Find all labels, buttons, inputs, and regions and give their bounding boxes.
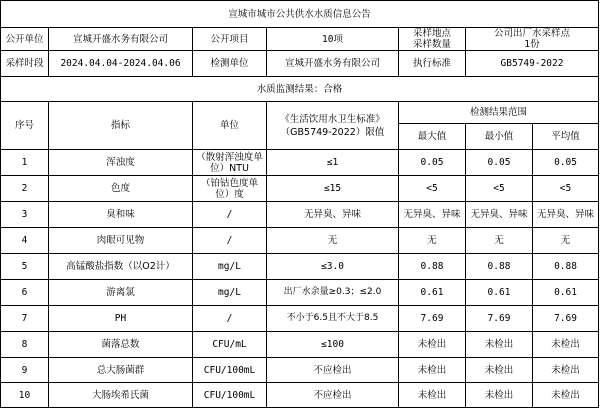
row-max: 0.61: [399, 280, 466, 306]
row-avg: 未检出: [533, 383, 599, 408]
row-limit: 无异臭、异味: [267, 202, 399, 228]
table-row: [1, 306, 599, 332]
sample-site-label: 采样地点 采样数量: [399, 28, 466, 51]
standard-value: GB5749-2022: [466, 51, 599, 77]
announce-unit-label: 公开单位: [1, 28, 49, 51]
standard-label: 执行标准: [399, 51, 466, 77]
table-row: [1, 202, 599, 228]
table-row: [1, 254, 599, 280]
row-no: 4: [1, 228, 49, 254]
row-min: 未检出: [466, 383, 533, 408]
table-row: [1, 358, 599, 383]
row-min: 无异臭、异味: [466, 202, 533, 228]
table-row: [1, 176, 599, 202]
row-indicator: 大肠埃希氏菌: [49, 383, 193, 408]
header-min: 最小值: [466, 124, 533, 150]
row-avg: 无: [533, 228, 599, 254]
row-avg: 未检出: [533, 358, 599, 383]
table-row: [1, 280, 599, 306]
row-unit: /: [193, 228, 267, 254]
header-indicator: 指标: [49, 102, 193, 150]
table-row: [1, 383, 599, 408]
row-indicator: 肉眼可见物: [49, 228, 193, 254]
row-max: 未检出: [399, 383, 466, 408]
header-no: 序号: [1, 102, 49, 150]
row-avg: 未检出: [533, 332, 599, 358]
row-indicator: 高锰酸盐指数（以O2计）: [49, 254, 193, 280]
row-indicator: 浑浊度: [49, 150, 193, 176]
row-indicator: 色度: [49, 176, 193, 202]
row-no: 6: [1, 280, 49, 306]
announce-item-value: 10项: [267, 28, 399, 51]
row-min: 0.61: [466, 280, 533, 306]
row-no: 2: [1, 176, 49, 202]
row-no: 7: [1, 306, 49, 332]
row-unit: mg/L: [193, 254, 267, 280]
row-limit: 不应检出: [267, 383, 399, 408]
row-max: 未检出: [399, 332, 466, 358]
row-min: <5: [466, 176, 533, 202]
row-avg: 0.88: [533, 254, 599, 280]
row-min: 未检出: [466, 332, 533, 358]
row-indicator: 臭和味: [49, 202, 193, 228]
row-limit: ≤1: [267, 150, 399, 176]
page-title: 宣城市城市公共供水水质信息公告: [1, 1, 599, 28]
row-unit: mg/L: [193, 280, 267, 306]
row-max: 无: [399, 228, 466, 254]
row-max: 未检出: [399, 358, 466, 383]
row-max: 无异臭、异味: [399, 202, 466, 228]
row-no: 1: [1, 150, 49, 176]
table-row: [1, 332, 599, 358]
row-limit: 出厂水余量≥0.3；≤2.0: [267, 280, 399, 306]
row-limit: 无: [267, 228, 399, 254]
row-indicator: 菌落总数: [49, 332, 193, 358]
header-unit: 单位: [193, 102, 267, 150]
row-unit: CFU/mL: [193, 332, 267, 358]
row-avg: 0.05: [533, 150, 599, 176]
announce-unit-value: 宣城开盛水务有限公司: [49, 28, 193, 51]
row-no: 9: [1, 358, 49, 383]
test-unit-label: 检测单位: [193, 51, 267, 77]
row-avg: 无异臭、异味: [533, 202, 599, 228]
sample-time-value: 2024.04.04-2024.04.06: [49, 51, 193, 77]
row-no: 10: [1, 383, 49, 408]
announce-item-label: 公开项目: [193, 28, 267, 51]
row-indicator: PH: [49, 306, 193, 332]
row-indicator: 总大肠菌群: [49, 358, 193, 383]
row-max: 0.05: [399, 150, 466, 176]
row-max: 0.88: [399, 254, 466, 280]
row-unit: （散射浑浊度单 位）NTU: [193, 150, 267, 176]
row-limit: ≤3.0: [267, 254, 399, 280]
result-line: 水质监测结果：合格: [1, 77, 599, 102]
row-limit: 不小于6.5且不大于8.5: [267, 306, 399, 332]
row-limit: ≤15: [267, 176, 399, 202]
sample-site-value: 公司出厂水采样点 1份: [466, 28, 599, 51]
header-limit: 《生活饮用水卫生标准》 （GB5749-2022）限值: [267, 102, 399, 150]
row-avg: <5: [533, 176, 599, 202]
row-unit: （铂钴色度单 位）度: [193, 176, 267, 202]
row-min: 无: [466, 228, 533, 254]
row-min: 0.88: [466, 254, 533, 280]
row-indicator: 游离氯: [49, 280, 193, 306]
row-max: <5: [399, 176, 466, 202]
row-avg: 7.69: [533, 306, 599, 332]
row-unit: /: [193, 306, 267, 332]
row-avg: 0.61: [533, 280, 599, 306]
table-row: [1, 150, 599, 176]
row-unit: /: [193, 202, 267, 228]
row-unit: CFU/100mL: [193, 358, 267, 383]
header-range: 检测结果范围: [399, 102, 599, 124]
row-limit: 不应检出: [267, 358, 399, 383]
row-min: 7.69: [466, 306, 533, 332]
row-no: 8: [1, 332, 49, 358]
row-max: 7.69: [399, 306, 466, 332]
header-max: 最大值: [399, 124, 466, 150]
row-min: 0.05: [466, 150, 533, 176]
header-avg: 平均值: [533, 124, 599, 150]
row-min: 未检出: [466, 358, 533, 383]
row-no: 5: [1, 254, 49, 280]
table-row: [1, 228, 599, 254]
sample-time-label: 采样时段: [1, 51, 49, 77]
test-unit-value: 宣城开盛水务有限公司: [267, 51, 399, 77]
row-no: 3: [1, 202, 49, 228]
row-unit: CFU/100mL: [193, 383, 267, 408]
row-limit: ≤100: [267, 332, 399, 358]
